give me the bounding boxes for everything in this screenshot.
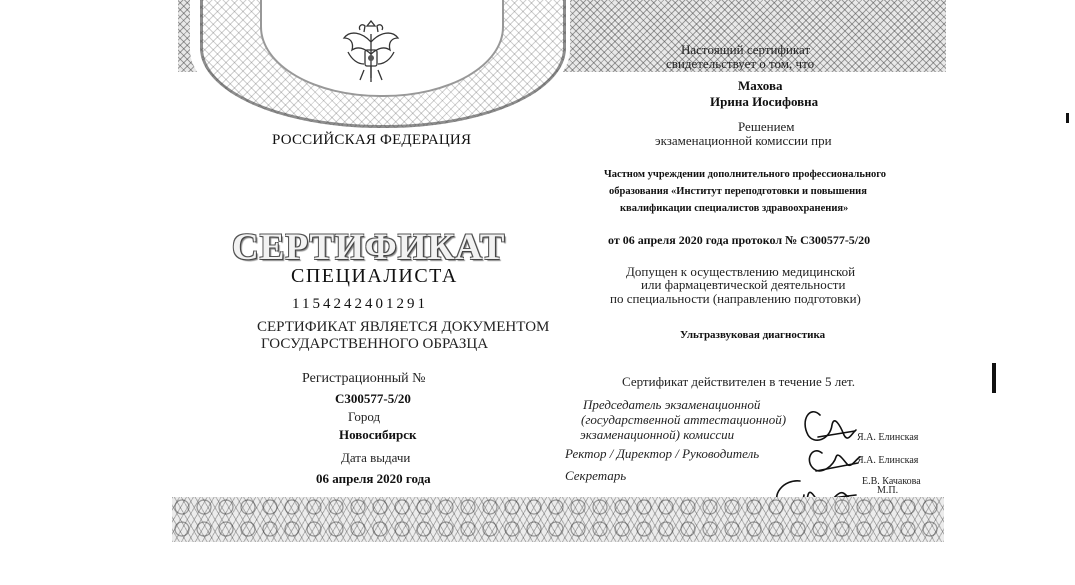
intro-line-1: Настоящий сертификат [681,42,811,57]
protocol-line: от 06 апреля 2020 года протокол № С300577-5/20 [608,233,871,247]
institution-line-3: квалификации специалистов здравоохранения» [620,203,849,214]
document-type-line-1: СЕРТИФИКАТ ЯВЛЯЕТСЯ ДОКУМЕНТОМ [257,319,550,335]
intro-line-2: свидетельствует о том, что [666,56,815,71]
stamp-place-label: М.П. [877,485,899,496]
country-heading: РОССИЙСКАЯ ФЕДЕРАЦИЯ [272,132,472,148]
scan-artifact-mark [1066,113,1069,123]
registration-number-label: Регистрационный № [302,371,426,386]
chair-title-line-2: (государственной аттестационной) [581,412,787,427]
holder-name: Ирина Иосифовна [710,94,819,109]
chair-title-line-1: Председатель экзаменационной [583,397,761,412]
issue-date-label: Дата выдачи [341,450,411,465]
admission-line-2: или фармацевтической деятельности [641,277,846,292]
double-headed-eagle-emblem-icon [340,20,402,86]
validity-statement: Сертификат действителен в течение 5 лет. [622,374,855,389]
document-type-line-2: ГОСУДАРСТВЕННОГО ОБРАЗЦА [261,336,489,352]
registration-number-value: С300577-5/20 [335,391,411,406]
secretary-title: Секретарь [565,468,627,483]
decision-line-1: Решением [738,119,795,134]
certificate-subtitle: СПЕЦИАЛИСТА [291,265,458,287]
holder-surname: Махова [738,78,783,93]
issue-date-value: 06 апреля 2020 года [316,471,431,486]
rector-title: Ректор / Директор / Руководитель [565,446,760,461]
certificate-title: СЕРТИФИКАТ [232,227,506,268]
chair-title-line-3: экзаменационной) комиссии [580,427,735,442]
decision-line-2: экзаменационной комиссии при [655,133,832,148]
city-label: Город [348,409,381,424]
secretary-signature-name: Е.В. Качакова [862,476,921,487]
chair-signature-name: Я.А. Елинская [857,432,919,443]
admission-line-3: по специальности (направлению подготовки) [610,291,861,306]
rector-signature-name: Я.А. Елинская [857,455,919,466]
scan-artifact-mark [992,363,996,393]
institution-line-1: Частном учреждении дополнительного профессионального [604,169,887,180]
city-value: Новосибирск [339,427,417,442]
certificate-number: 1154242401291 [292,296,428,312]
guilloche-bottom-border [172,497,944,542]
institution-line-2: образования «Институт переподготовки и повышения [609,186,867,197]
specialty-name: Ультразвуковая диагностика [680,329,826,341]
admission-line-1: Допущен к осуществлению медицинской [626,264,856,279]
